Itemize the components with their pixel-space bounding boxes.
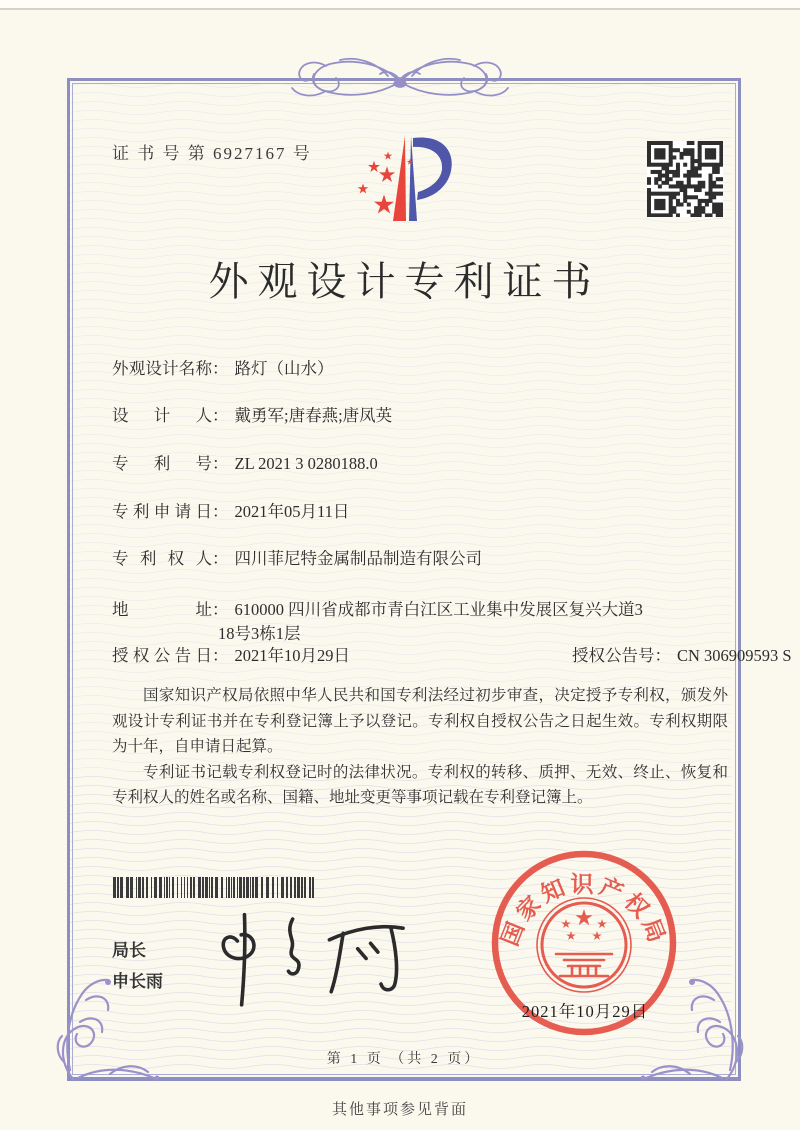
field-label: 专利权人	[112, 549, 212, 568]
back-side-note: 其他事项参见背面	[331, 1102, 468, 1118]
label-colon: ：	[212, 359, 229, 378]
label-colon: ：	[212, 502, 229, 521]
field-label: 外观设计名称	[112, 359, 212, 378]
officer-name: 申长雨	[112, 972, 163, 991]
label-colon: ：	[654, 646, 671, 665]
field-row-grant	[112, 642, 792, 666]
address-line2: 18号3栋1层	[218, 624, 301, 643]
scan-edge-line	[0, 8, 800, 10]
signature-handwritten	[208, 898, 438, 1016]
grant-number-group	[572, 642, 792, 666]
grant-number-label: 授权公告号	[572, 646, 655, 665]
legal-paragraph-1: 国家知识产权局依照中华人民共和国专利法经过初步审查，决定授予专利权，颁发外观设计专利证书并在专利登记簿上予以登记。专利权自授权公告之日起生效。专利权期限为十年，自申请日起算。	[112, 687, 728, 755]
page-number: 第 1 页 （共 2 页）	[326, 1052, 482, 1067]
legal-text-block	[112, 683, 728, 811]
label-colon: ：	[212, 600, 229, 619]
cnipa-logo-icon	[333, 126, 465, 236]
certificate-number: 证 书 号 第 6927167 号	[112, 144, 312, 163]
label-colon: ：	[212, 406, 229, 425]
field-row-filing-date	[112, 498, 349, 522]
grant-number-value: CN 306909593 S	[677, 646, 792, 665]
qr-code	[647, 141, 723, 217]
field-label: 专利申请日	[112, 502, 212, 521]
field-value: ZL 2021 3 0280188.0	[234, 454, 378, 473]
field-value: 戴勇军;唐春燕;唐凤英	[234, 406, 393, 425]
field-row-designer	[112, 402, 392, 426]
address-line1: 610000 四川省成都市青白江区工业集中发展区复兴大道3	[234, 600, 643, 619]
certificate-title: 外观设计专利证书	[208, 259, 601, 304]
scan-top-edge	[0, 0, 800, 8]
field-value: 四川菲尼特金属制品制造有限公司	[234, 549, 482, 568]
field-label: 授权公告日	[112, 646, 212, 665]
label-colon: ：	[212, 549, 229, 568]
field-row-design-name	[112, 355, 334, 379]
officer-title: 局长	[112, 941, 146, 960]
top-border-flourish-ornament	[278, 54, 522, 110]
field-value: 2021年05月11日	[234, 502, 350, 521]
field-row-patentee	[112, 545, 482, 569]
field-label: 设计人	[112, 406, 212, 425]
field-row-address	[112, 596, 643, 620]
label-colon: ：	[212, 454, 229, 473]
field-label: 地址	[112, 600, 212, 619]
label-colon: ：	[212, 646, 229, 665]
grant-date-value: 2021年10月29日	[234, 646, 350, 665]
field-label: 专利号	[112, 454, 212, 473]
field-row-patent-number	[112, 450, 378, 474]
seal-date: 2021年10月29日	[521, 1002, 649, 1021]
barcode	[113, 877, 323, 898]
legal-paragraph-2: 专利证书记载专利权登记时的法律状况。专利权的转移、质押、无效、终止、恢复和专利权人的姓名或名称、国籍、地址变更等事项记载在专利登记簿上。	[112, 763, 728, 806]
seal-arc-text: 国家知识产权局	[497, 872, 671, 950]
field-value: 路灯（山水）	[234, 359, 334, 378]
